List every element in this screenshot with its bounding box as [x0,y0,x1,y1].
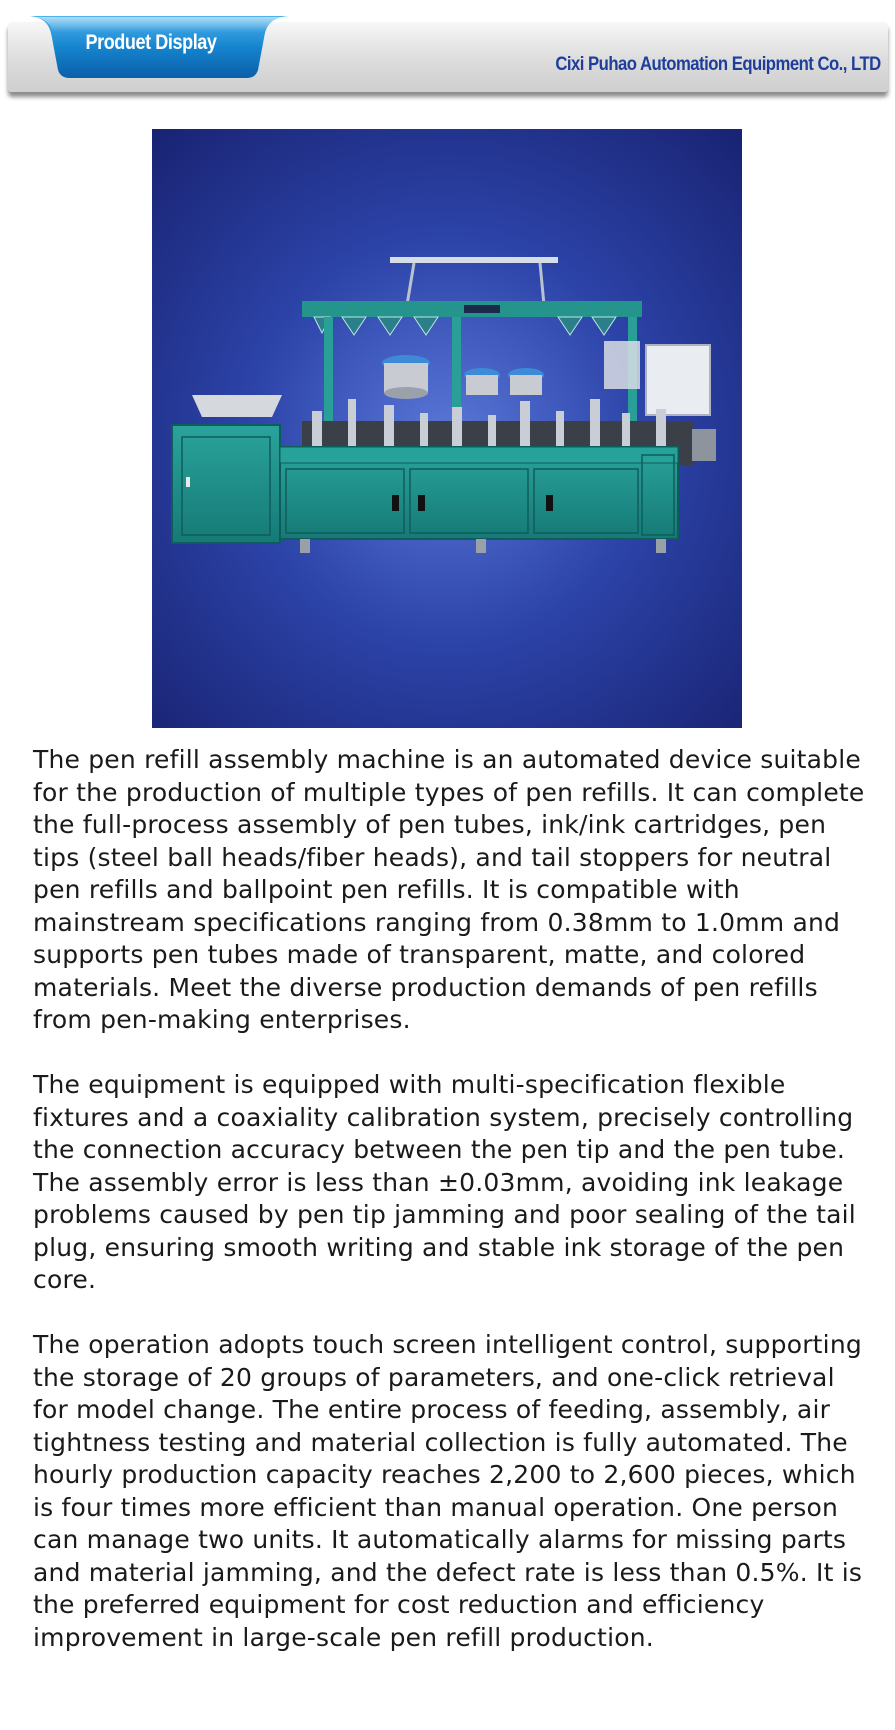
product-photo [152,129,742,728]
feed-tray [192,395,282,417]
product-description [33,744,873,1687]
tab-label: Produet Display [85,31,217,54]
description-paragraph: The equipment is equipped with multi-specification flexible fixtures and a coaxiality calibration system, precisely controlling the connection accuracy between the pen tip and the pen tube. The assembly error is less than ±0.03mm, avoiding ink leakage problems caused by pen tip jamming and poor sealing of the tail plug, ensuring smooth writing and stable ink storage of the pen core. [33,1070,856,1294]
description-paragraph: The operation adopts touch screen intelligent control, supporting the storage of 20 groups of parameters, and one-click retrieval for model change. The entire process of feeding, assembly, air tightness testing and material collection is fully automated. The hourly production capacity reaches 2,200 to 2,600 pieces, which is four times more efficient than manual operation. One person can manage two units. It automatically alarms for missing parts and material jamming, and the defect rate is less than 0.5%. It is the preferred equipment for cost reduction and efficiency improvement in large-scale pen refill production. [33,1330,863,1652]
light-bar [390,257,558,263]
description-paragraph: The pen refill assembly machine is an automated device suitable for the production of multiple types of pen refills. It can complete the full-process assembly of pen tubes, ink/ink cartridges, pen tips (steel ball heads/fiber heads), and tail stoppers for neutral pen refills and ballpoint pen refills. It is compatible with mainstream specifications ranging from 0.38mm to 1.0mm and supports pen tubes made of transparent, matte, and colored materials. Meet the diverse production demands of pen refills from pen-making enterprises. [33,745,865,1034]
company-name: Cixi Puhao Automation Equipment Co., LTD [555,54,881,75]
guard-box [646,345,710,415]
